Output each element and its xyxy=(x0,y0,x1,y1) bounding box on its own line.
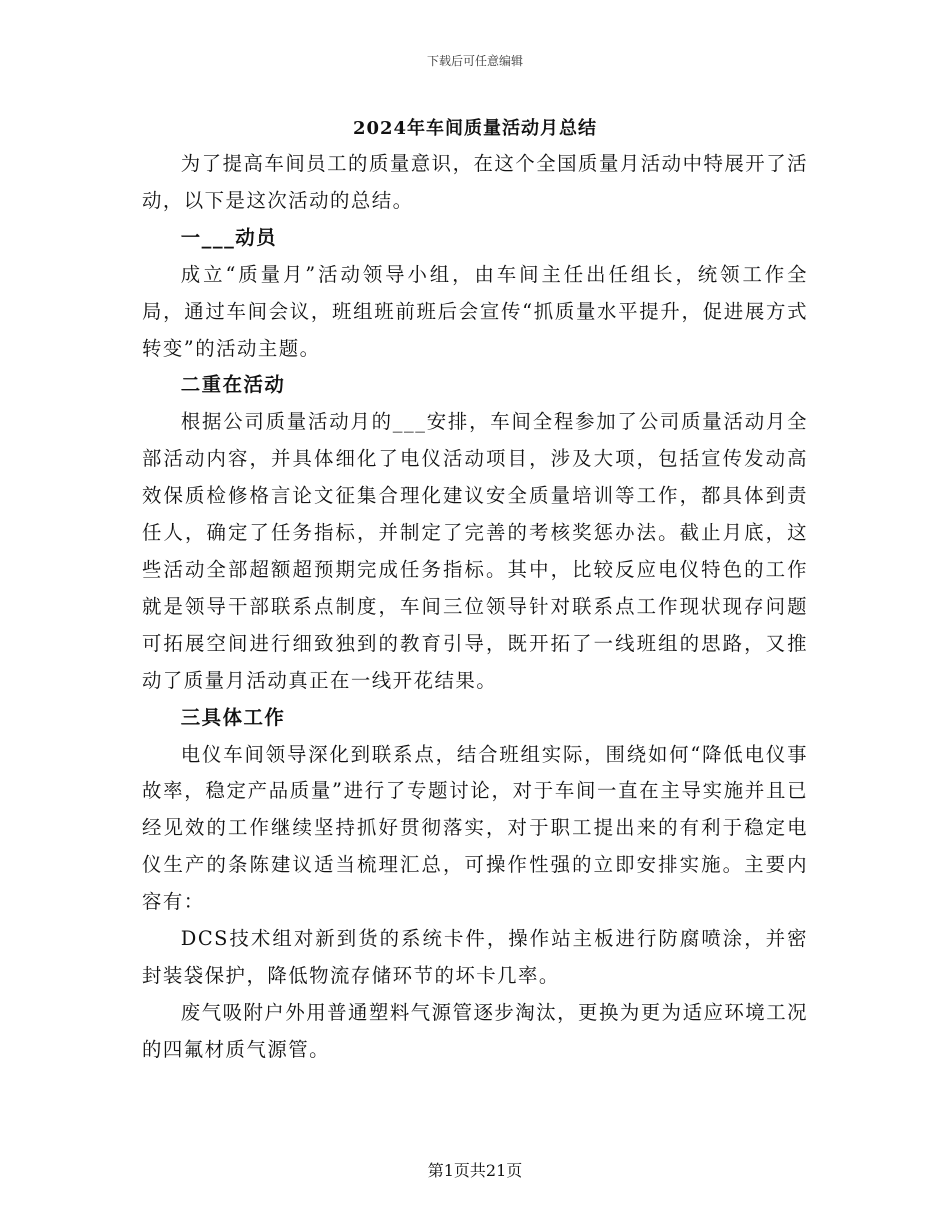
intro-paragraph: 为了提高车间员工的质量意识，在这个全国质量月活动中特展开了活动，以下是这次活动的总结。 xyxy=(142,152,808,212)
section-heading-3: 三具体工作 xyxy=(180,705,286,729)
section-heading-2: 二重在活动 xyxy=(180,373,286,397)
section-heading-1: 一___动员 xyxy=(180,225,278,249)
section-3-paragraph-1: 电仪车间领导深化到联系点，结合班组实际，围绕如何“降低电仪事故率，稳定产品质量”进行了专题讨论，对于车间一直在主导实施并且已经见效的工作继续坚持抓好贯彻落实，对于职工提出来的有利于稳定电仪生产的条陈建议适当梳理汇总，可操作性强的立即安排实施。主要内容有： xyxy=(142,742,808,914)
document-body xyxy=(142,146,808,1069)
section-3-paragraph-2: DCS技术组对新到货的系统卡件，操作站主板进行防腐喷涂，并密封装袋保护，降低物流存储环节的坏卡几率。 xyxy=(142,927,808,987)
section-2-paragraph: 根据公司质量活动月的___安排，车间全程参加了公司质量活动月全部活动内容，并具体细化了电仪活动项目，涉及大项，包括宣传发动高效保质检修格言论文征集合理化建议安全质量培训等工作，都具体到责任人，确定了任务指标，并制定了完善的考核奖惩办法。截止月底，这些活动全部超额超预期完成任务指标。其中，比较反应电仪特色的工作就是领导干部联系点制度，车间三位领导针对联系点工作现状现存问题可拓展空间进行细致独到的教育引导，既开拓了一线班组的思路，又推动了质量月活动真正在一线开花结果。 xyxy=(142,410,808,692)
page-number: 第1页共21页 xyxy=(427,1161,523,1180)
section-3-paragraph-3: 废气吸附户外用普通塑料气源管逐步淘汰，更换为更为适应环境工况的四氟材质气源管。 xyxy=(142,1000,808,1061)
section-1-paragraph: 成立“质量月”活动领导小组，由车间主任出任组长，统领工作全局，通过车间会议，班组班前班后会宣传“抓质量水平提升，促进展方式转变”的活动主题。 xyxy=(142,262,808,360)
document-title: 2024年车间质量活动月总结 xyxy=(352,118,598,139)
header-note: 下载后可任意编辑 xyxy=(426,54,523,68)
